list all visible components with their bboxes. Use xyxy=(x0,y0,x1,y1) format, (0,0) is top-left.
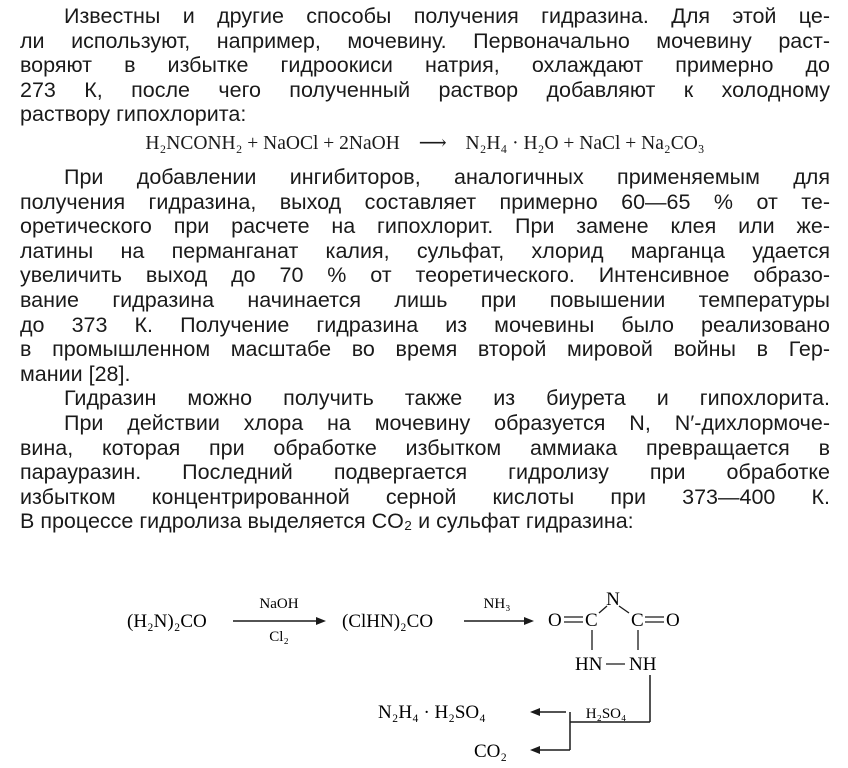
reactant-urea: (H₂N)₂CO xyxy=(127,611,207,632)
text-line: парауразин. Последний подвергается гидролизу при обработке xyxy=(20,460,830,485)
text-line: 273 К, после чего полученный раствор добавляют к холодному xyxy=(20,77,830,102)
reaction-arrow: ⟶ xyxy=(418,132,447,154)
text-line: вина, которая при обработке избытком аммиака превращается в xyxy=(20,435,830,460)
text-line: мании [28]. xyxy=(20,361,131,386)
arrow-2-head xyxy=(524,617,534,625)
ring-nh-left: HN xyxy=(575,654,603,675)
ring-o-right: O xyxy=(666,610,680,631)
ring-o-left: O xyxy=(548,610,562,631)
text-line: до 373 К. Получение гидразина из мочевины было реализовано xyxy=(20,312,830,337)
text-line: При действии хлора на мочевину образуется N, N′-дихлормоче- xyxy=(64,410,830,435)
text-line: получения гидразина, выход составляет примерно 60—65 % от те- xyxy=(20,189,830,214)
arrow-product-1-head xyxy=(530,708,540,716)
text-line: избытком концентрированной серной кислоты при 373—400 К. xyxy=(20,484,830,509)
ring-nh-right: NH xyxy=(629,654,657,675)
text-line: раствору гипохлорита: xyxy=(20,102,247,127)
equation-left-side: H₂NCONH₂ + NaOCl + 2NaOH xyxy=(145,132,400,154)
text-line: Гидразин можно получить также из биурета и гипохлорита. xyxy=(64,386,830,411)
text-line: увеличить выход до 70 % от теоретического. Интенсивное образо- xyxy=(20,263,830,288)
hydrolysis-reagent-label: H₂SO₄ xyxy=(585,706,627,722)
arrow-1-bottom-label: Cl₂ xyxy=(269,629,289,645)
text-line: оретического при расчете на гипохлорит. При замене клея или же- xyxy=(20,214,830,239)
product-co2: CO₂ xyxy=(474,741,508,762)
arrow-product-2-head xyxy=(530,746,540,754)
intermediate-dichlorourea: (ClHN)₂CO xyxy=(342,611,434,632)
ring-c-left: C xyxy=(585,610,598,631)
text-line: В процессе гидролиза выделяется CO₂ и сульфат гидразина: xyxy=(20,509,634,534)
equation-right-side: N₂H₄ · H₂O + NaCl + Na₂CO₃ xyxy=(465,132,705,154)
text-line: воряют в избытке гидроокиси натрия, охлаждают примерно до xyxy=(20,53,830,78)
text-line: Известны и другие способы получения гидразина. Для этой це- xyxy=(64,4,830,28)
ring-c-right: C xyxy=(631,610,644,631)
text-line: латины на перманганат калия, сульфат, хлорид марганца удается xyxy=(20,238,830,263)
product-hydrazine-sulfate: N₂H₄ · H₂SO₄ xyxy=(378,702,486,723)
text-line: вание гидразина начинается лишь при повышении температуры xyxy=(20,287,830,312)
text-line: При добавлении ингибиторов, аналогичных применяемым для xyxy=(64,164,830,189)
ring-n-top: N xyxy=(606,589,620,610)
arrow-1-top-label: NaOH xyxy=(259,596,299,612)
text-line: ли используют, например, мочевину. Первоначально мочевину раст- xyxy=(20,28,830,53)
arrow-1-head xyxy=(316,617,326,625)
text-line: в промышленном масштабе во время второй мировой войны в Гер- xyxy=(20,337,830,362)
arrow-2-top-label: NH₃ xyxy=(483,596,511,612)
